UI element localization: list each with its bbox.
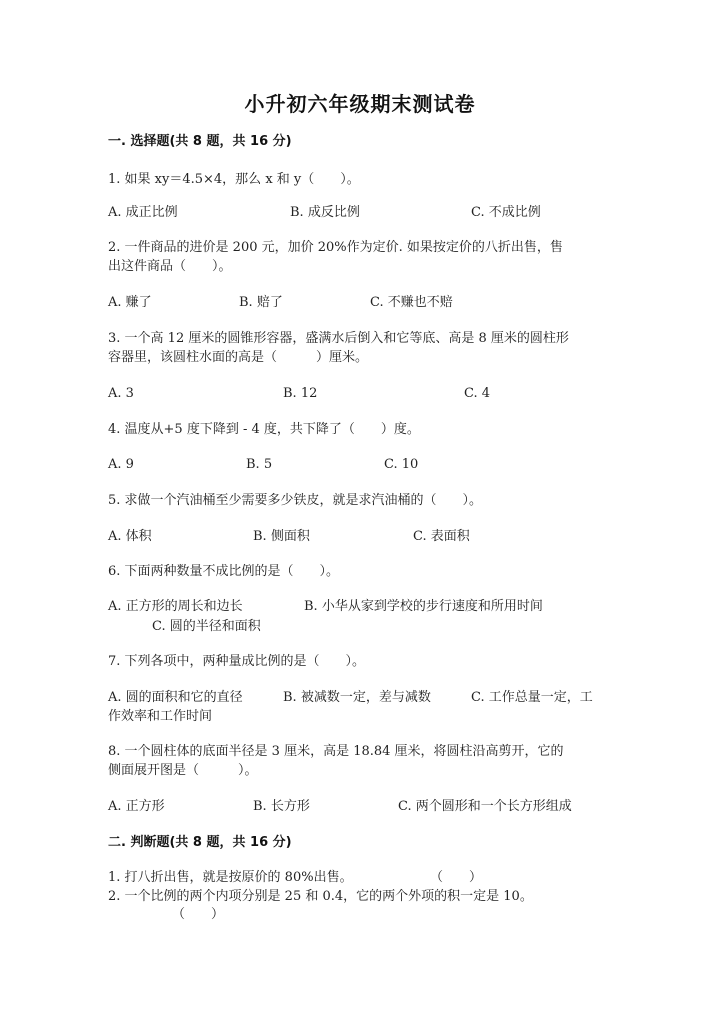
option-c: C. 不赚也不赔 [370, 295, 453, 310]
option-a: A. 正方形的周长和边长 [108, 599, 243, 614]
option-b: B. 5 [246, 457, 273, 472]
section-heading-judgement: 二. 判断题(共 8 题，共 16 分) [108, 835, 292, 850]
option-c: C. 工作总量一定，工 [471, 690, 593, 705]
option-a: A. 成正比例 [108, 205, 178, 220]
page-title: 小升初六年级期末测试卷 [244, 92, 476, 116]
option-c: C. 不成比例 [471, 205, 541, 220]
question-3: 3. 一个高 12 厘米的圆锥形容器，盛满水后倒入和它等底、高是 8 厘米的圆柱形 [108, 331, 569, 346]
question-4: 4. 温度从+5 度下降到 - 4 度，共下降了（ ）度。 [108, 422, 420, 437]
option-c: C. 10 [384, 457, 419, 472]
option-b: B. 12 [283, 386, 318, 401]
option-a: A. 正方形 [108, 799, 165, 814]
option-b: B. 小华从家到学校的步行速度和所用时间 [304, 599, 543, 614]
option-c: C. 两个圆形和一个长方形组成 [398, 799, 572, 814]
question-2-cont: 出这件商品（ ）。 [108, 259, 232, 274]
option-b: B. 被减数一定，差与减数 [283, 690, 431, 705]
option-b: B. 赔了 [239, 295, 283, 310]
question-7: 7. 下列各项中，两种量成比例的是（ ）。 [108, 654, 366, 669]
option-c: C. 表面积 [413, 529, 470, 544]
option-a: A. 体积 [108, 529, 152, 544]
question-5: 5. 求做一个汽油桶至少需要多少铁皮，就是求汽油桶的（ ）。 [108, 493, 483, 508]
option-c: C. 圆的半径和面积 [152, 619, 261, 634]
question-3-cont: 容器里，该圆柱水面的高是（ ）厘米。 [108, 350, 369, 365]
judgement-2: 2. 一个比例的两个内项分别是 25 和 0.4，它的两个外项的积一定是 10。 [108, 889, 533, 904]
question-6: 6. 下面两种数量不成比例的是（ ）。 [108, 564, 340, 579]
question-1: 1. 如果 xy＝4.5×4，那么 x 和 y（ ）。 [108, 172, 360, 187]
option-c: C. 4 [464, 386, 491, 401]
option-a: A. 圆的面积和它的直径 [108, 690, 243, 705]
option-a: A. 赚了 [108, 295, 152, 310]
judgement-1: 1. 打八折出售，就是按原价的 80%出售。 [108, 870, 353, 885]
option-a: A. 9 [108, 457, 134, 472]
question-2: 2. 一件商品的进价是 200 元，加价 20%作为定价. 如果按定价的八折出售，售 [108, 240, 563, 255]
question-8-cont: 侧面展开图是（ ）。 [108, 763, 258, 778]
answer-blank: （ ） [430, 870, 483, 885]
question-8: 8. 一个圆柱体的底面半径是 3 厘米，高是 18.84 厘米，将圆柱沿高剪开，它的 [108, 744, 564, 759]
option-a: A. 3 [108, 386, 134, 401]
option-b: B. 成反比例 [290, 205, 360, 220]
option-c-cont: 作效率和工作时间 [108, 709, 213, 724]
answer-blank: （ ） [172, 907, 225, 922]
section-heading-choice: 一. 选择题(共 8 题，共 16 分) [108, 134, 292, 149]
option-b: B. 长方形 [253, 799, 310, 814]
option-b: B. 侧面积 [253, 529, 310, 544]
